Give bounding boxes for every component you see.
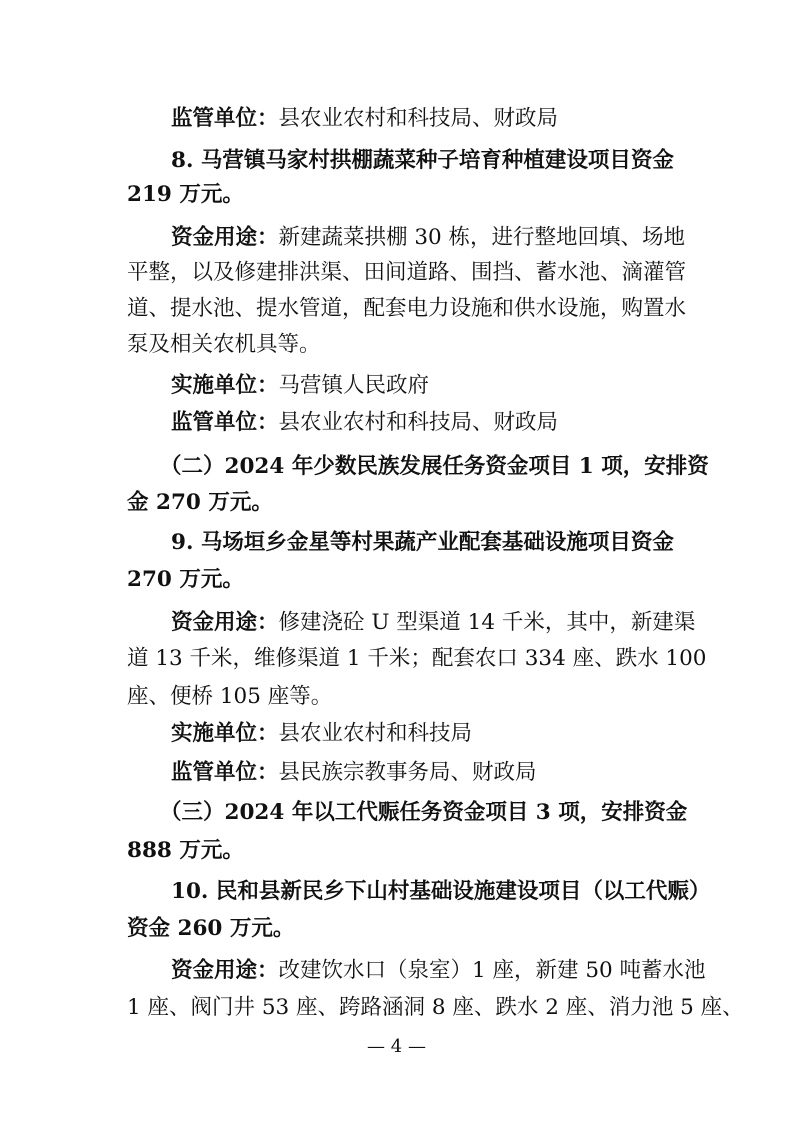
line-16 bbox=[0, 680, 793, 714]
page-number: — 4 — bbox=[367, 1036, 426, 1057]
section-heading-cont: 金 270 万元。 bbox=[127, 490, 273, 515]
paragraph-text: 平整，以及修建排洪渠、田间道路、围挡、蓄水池、滴灌管 bbox=[127, 260, 687, 285]
field-value: 改建饮水口（泉室）1 座，新建 50 吨蓄水池 bbox=[278, 958, 706, 983]
line-9 bbox=[0, 406, 793, 440]
line-18 bbox=[0, 756, 793, 790]
line-22 bbox=[0, 912, 793, 946]
line-7 bbox=[0, 328, 793, 362]
line-13 bbox=[0, 563, 793, 597]
field-label: 监管单位： bbox=[171, 760, 279, 785]
field-label: 监管单位： bbox=[171, 106, 279, 131]
field-label: 资金用途： bbox=[171, 610, 279, 635]
item-heading: 10. 民和县新民乡下山村基础设施建设项目（以工代赈） bbox=[171, 879, 711, 904]
field-label: 实施单位： bbox=[171, 721, 279, 746]
item-heading: 9. 马场垣乡金星等村果蔬产业配套基础设施项目资金 bbox=[171, 530, 674, 555]
line-3 bbox=[0, 178, 793, 212]
field-value: 新建蔬菜拱棚 30 栋，进行整地回填、场地 bbox=[278, 225, 686, 250]
paragraph-text: 1 座、阀门井 53 座、跨路涵洞 8 座、跌水 2 座、消力池 5 座、 bbox=[127, 995, 744, 1020]
line-14 bbox=[0, 606, 793, 640]
line-1 bbox=[0, 102, 793, 136]
paragraph-text: 座、便桥 105 座等。 bbox=[127, 684, 333, 709]
field-value: 县农业农村和科技局、财政局 bbox=[278, 106, 559, 131]
field-label: 实施单位： bbox=[171, 373, 279, 398]
line-6 bbox=[0, 292, 793, 326]
line-11 bbox=[0, 486, 793, 520]
field-label: 资金用途： bbox=[171, 225, 279, 250]
item-heading-cont: 资金 260 万元。 bbox=[127, 916, 295, 941]
line-10 bbox=[0, 450, 793, 484]
section-heading-cont: 888 万元。 bbox=[127, 838, 244, 863]
line-15 bbox=[0, 642, 793, 676]
line-21 bbox=[0, 875, 793, 909]
line-23 bbox=[0, 954, 793, 988]
item-heading: 8. 马营镇马家村拱棚蔬菜种子培育种植建设项目资金 bbox=[171, 148, 674, 173]
field-label: 监管单位： bbox=[171, 410, 279, 435]
line-4 bbox=[0, 221, 793, 255]
field-value: 马营镇人民政府 bbox=[278, 373, 430, 398]
field-value: 县农业农村和科技局 bbox=[278, 721, 473, 746]
paragraph-text: 道 13 千米，维修渠道 1 千米；配套农口 334 座、跌水 100 bbox=[127, 646, 707, 671]
line-24 bbox=[0, 991, 793, 1025]
line-20 bbox=[0, 834, 793, 868]
item-heading-cont: 219 万元。 bbox=[127, 182, 244, 207]
line-12 bbox=[0, 526, 793, 560]
paragraph-text: 泵及相关农机具等。 bbox=[127, 332, 321, 357]
line-17 bbox=[0, 717, 793, 751]
line-8 bbox=[0, 369, 793, 403]
line-5 bbox=[0, 256, 793, 290]
line-19 bbox=[0, 796, 793, 830]
paragraph-text: 道、提水池、提水管道，配套电力设施和供水设施，购置水 bbox=[127, 296, 687, 321]
field-value: 修建浇砼 U 型渠道 14 千米，其中，新建渠 bbox=[278, 610, 696, 635]
section-heading: （二）2024 年少数民族发展任务资金项目 1 项，安排资 bbox=[160, 454, 709, 479]
section-heading: （三）2024 年以工代赈任务资金项目 3 项，安排资金 bbox=[160, 800, 688, 825]
field-value: 县农业农村和科技局、财政局 bbox=[278, 410, 559, 435]
field-value: 县民族宗教事务局、财政局 bbox=[278, 760, 537, 785]
field-label: 资金用途： bbox=[171, 958, 279, 983]
item-heading-cont: 270 万元。 bbox=[127, 567, 244, 592]
line-2 bbox=[0, 144, 793, 178]
